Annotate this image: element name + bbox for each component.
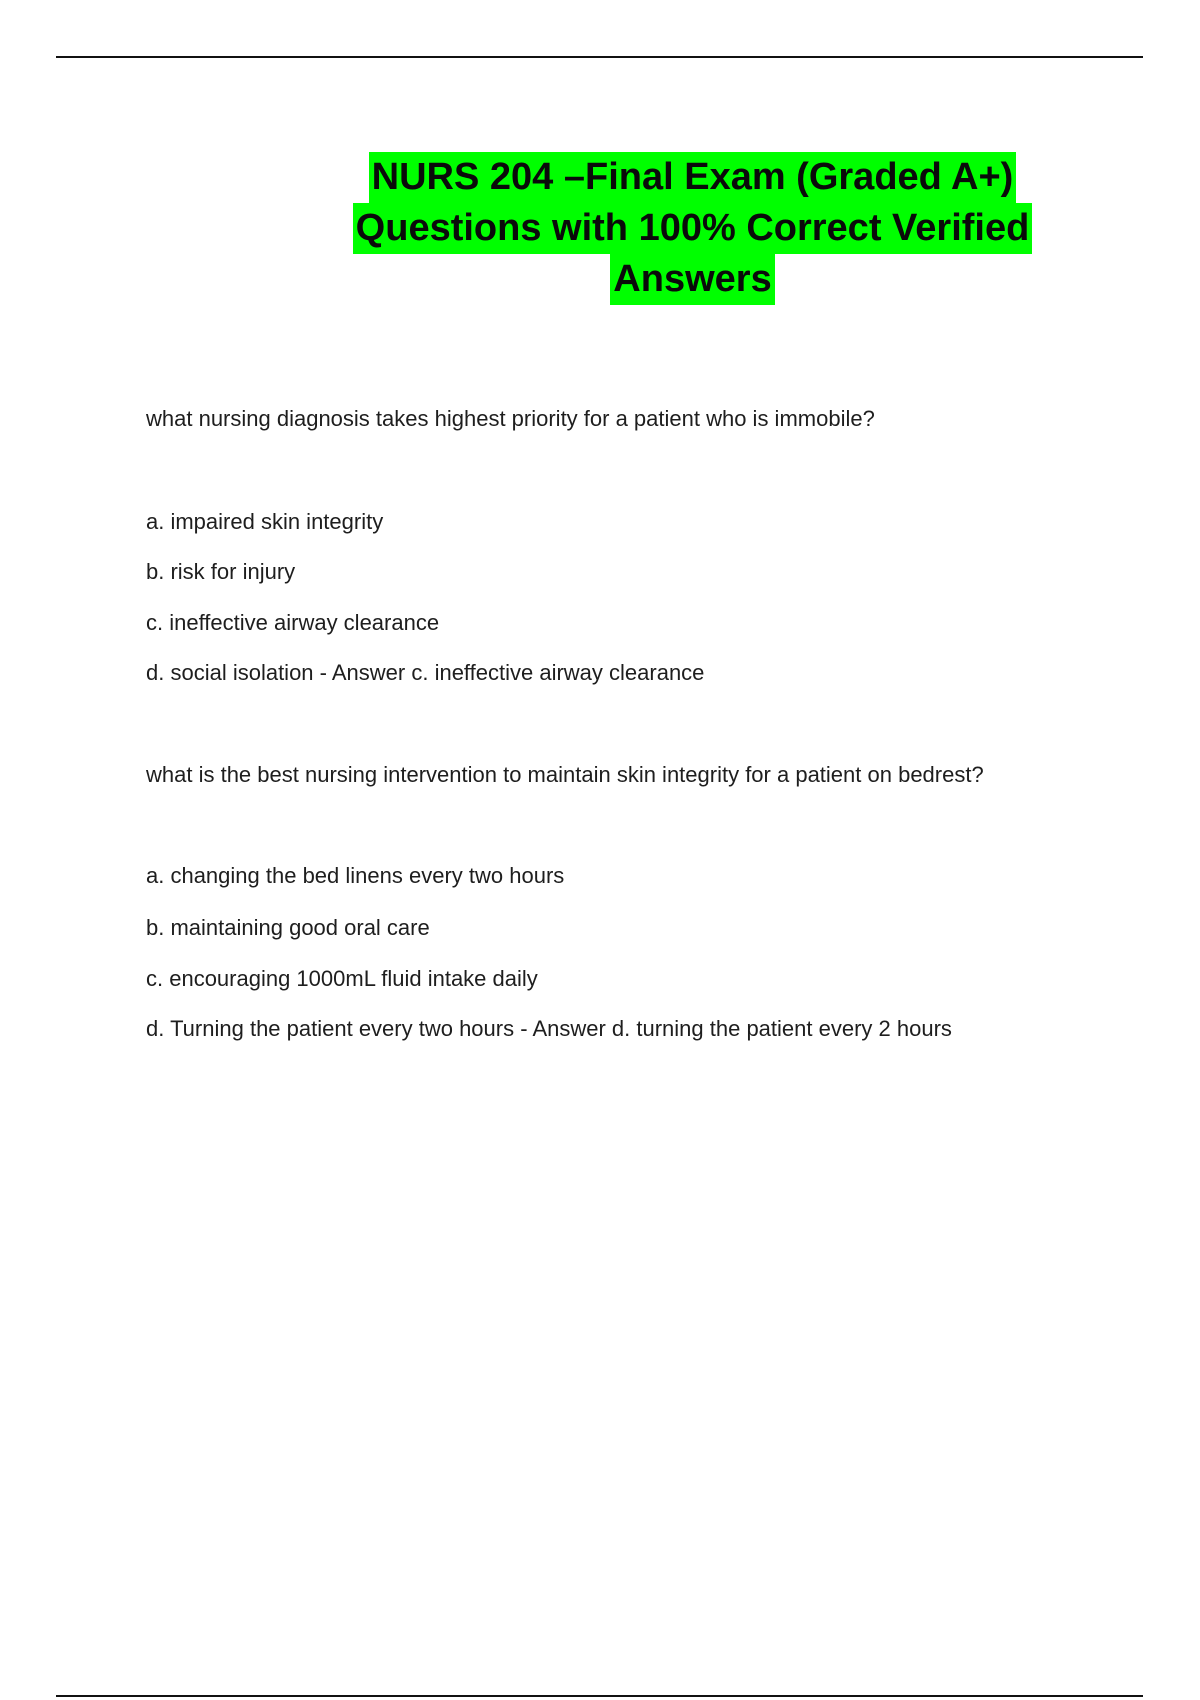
- answer-option: d. Turning the patient every two hours - Answer d. turning the patient every 2 hours: [146, 1016, 952, 1041]
- answer-option: b. maintaining good oral care: [146, 915, 430, 940]
- answer-option: b. risk for injury: [146, 559, 296, 584]
- answer-option: a. changing the bed linens every two hours: [146, 863, 565, 888]
- question-text: what nursing diagnosis takes highest priority for a patient who is immobile?: [146, 406, 875, 431]
- title-line: Answers: [610, 254, 774, 305]
- answer-option: d. social isolation - Answer c. ineffective airway clearance: [146, 660, 705, 685]
- footer-rule: [56, 1695, 1143, 1697]
- title-line: NURS 204 –Final Exam (Graded A+): [369, 152, 1017, 203]
- answer-option: a. impaired skin integrity: [146, 509, 384, 534]
- answer-option: c. ineffective airway clearance: [146, 610, 440, 635]
- question-text: what is the best nursing intervention to maintain skin integrity for a patient on bedrest?: [146, 762, 984, 787]
- header-rule: [56, 56, 1143, 58]
- document-title: [330, 152, 1055, 305]
- answer-option: c. encouraging 1000mL fluid intake daily: [146, 966, 538, 991]
- title-line: Questions with 100% Correct Verified: [353, 203, 1033, 254]
